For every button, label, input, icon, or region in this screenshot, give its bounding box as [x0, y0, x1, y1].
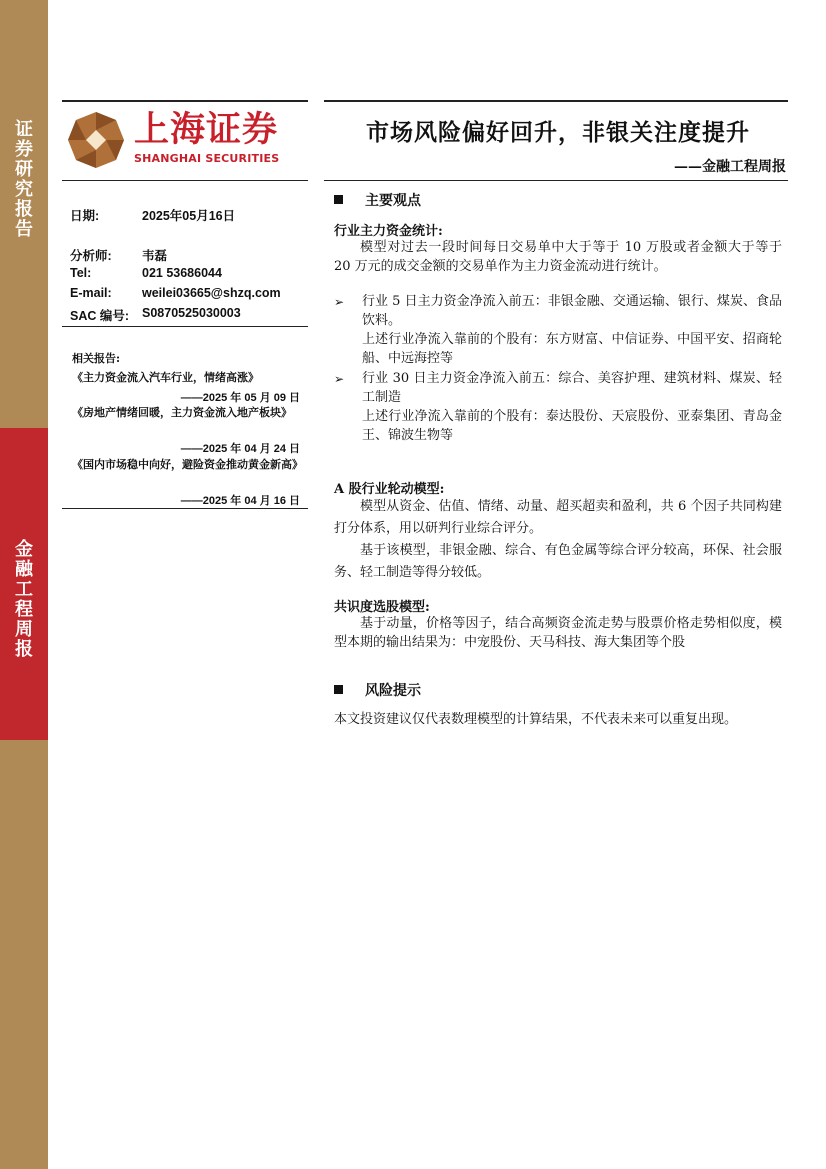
- fund-flow-intro: 模型对过去一段时间每日交易单中大于等于 10 万股或者金额大于等于 20 万元的成交金额的交易单作为主力资金流动进行统计。: [334, 240, 782, 274]
- analyst-value: 韦磊: [142, 249, 168, 263]
- arrow-bullet-icon: ➢: [334, 372, 345, 386]
- section-main-view-label: 主要观点: [365, 193, 421, 209]
- section-main-view: [334, 190, 421, 210]
- date-value: 2025年05月16日: [142, 209, 236, 223]
- report-title: 市场风险偏好回升，非银关注度提升: [366, 119, 750, 146]
- related-rule: [62, 508, 308, 509]
- related-report-3[interactable]: 《国内市场稳中向好，避险资金推动黄金新高》: [72, 458, 303, 471]
- tel-value: 021 53686044: [142, 266, 222, 280]
- logo-rule: [62, 180, 308, 181]
- square-bullet-icon: [334, 195, 343, 204]
- arrow-bullet-icon: ➢: [334, 295, 345, 309]
- header-rule-right: [324, 100, 788, 102]
- sac-label: SAC 编号:: [70, 309, 130, 323]
- company-logo: [66, 108, 306, 172]
- bullet-2-main: 行业 30 日主力资金净流入前五：综合、美容护理、建筑材料、煤炭、轻工制造: [362, 371, 782, 405]
- bullet-1-main: 行业 5 日主力资金净流入前五：非银金融、交通运输、银行、煤炭、食品饮料。: [362, 294, 782, 328]
- related-report-2[interactable]: 《房地产情绪回暖，主力资金流入地产板块》: [72, 406, 292, 419]
- related-report-1[interactable]: 《主力资金流入汽车行业，情绪高涨》: [72, 371, 259, 384]
- tel-label: Tel:: [70, 266, 92, 280]
- rotation-model-heading: A 股行业轮动模型:: [334, 482, 445, 497]
- logo-chinese-name: 上海证券: [134, 110, 279, 150]
- sidebar-report-type: 证 券 研 究 报 告: [15, 119, 33, 240]
- title-rule: [324, 180, 788, 181]
- rotation-model-p1: 模型从资金、估值、情绪、动量、超买超卖和盈利，共 6 个因子共同构建打分体系，用以研判行业综合评分。: [334, 499, 782, 536]
- bullet-2-sub: 上述行业净流入靠前的个股有：泰达股份、天宸股份、亚泰集团、青岛金王、锦波生物等: [362, 409, 782, 443]
- report-subtitle: ——金融工程周报: [674, 159, 786, 175]
- sidebar-report-series: 金 融 工 程 周 报: [15, 539, 33, 660]
- date-label: 日期:: [70, 209, 100, 223]
- sac-value: S0870525030003: [142, 306, 241, 320]
- logo-emblem-icon: [66, 108, 126, 172]
- analyst-label: 分析师:: [70, 249, 112, 263]
- fund-flow-heading: 行业主力资金统计:: [334, 224, 443, 239]
- info-rule: [62, 326, 308, 327]
- header-rule-left: [62, 100, 308, 102]
- related-report-2-date: ——2025 年 04 月 24 日: [180, 443, 300, 455]
- logo-english-name: SHANGHAI SECURITIES: [134, 152, 280, 165]
- email-value[interactable]: weilei03665@shzq.com: [142, 286, 281, 300]
- rotation-model-p2: 基于该模型，非银金融、综合、有色金属等综合评分较高，环保、社会服务、轻工制造等得分较低。: [334, 543, 782, 580]
- consensus-model-p: 基于动量，价格等因子，结合高频资金流走势与股票价格走势相似度，模型本期的输出结果为：中宠股份、天马科技、海大集团等个股: [334, 616, 782, 650]
- section-risk-label: 风险提示: [365, 683, 421, 699]
- risk-text: 本文投资建议仅代表数理模型的计算结果，不代表未来可以重复出现。: [334, 712, 738, 727]
- bullet-1-sub: 上述行业净流入靠前的个股有：东方财富、中信证券、中国平安、招商轮船、中远海控等: [362, 332, 782, 366]
- email-label: E-mail:: [70, 286, 112, 300]
- section-risk: [334, 680, 421, 700]
- square-bullet-icon: [334, 685, 343, 694]
- related-report-1-date: ——2025 年 05 月 09 日: [180, 392, 300, 404]
- related-report-3-date: ——2025 年 04 月 16 日: [180, 495, 300, 507]
- related-reports-title: 相关报告:: [72, 352, 121, 365]
- consensus-model-heading: 共识度选股模型:: [334, 600, 430, 615]
- sidebar-band-bottom: [0, 740, 48, 1169]
